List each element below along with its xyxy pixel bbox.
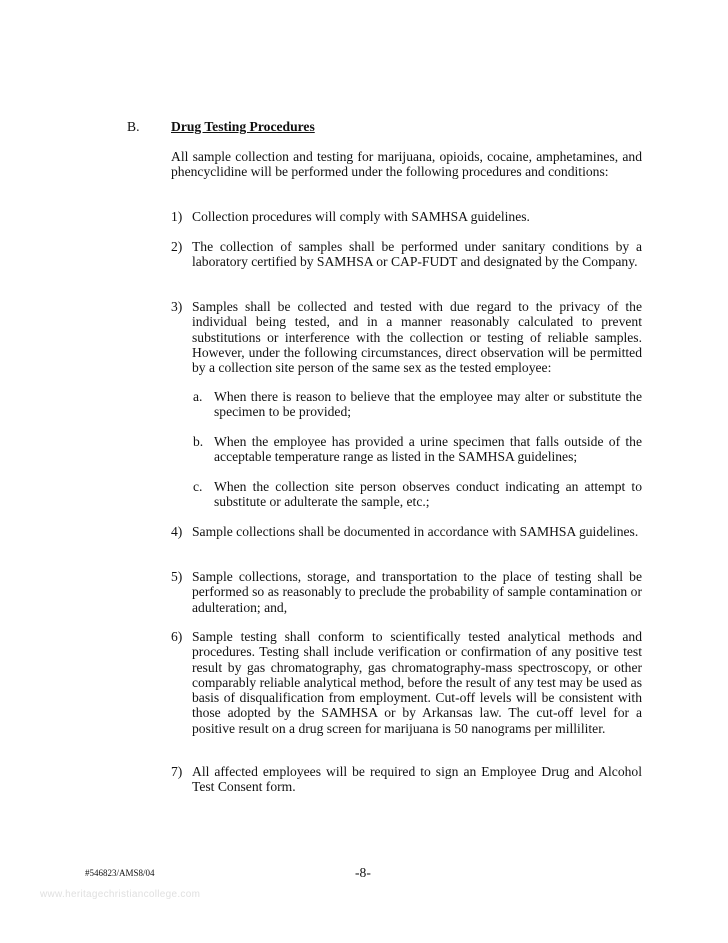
section-heading <box>0 119 728 137</box>
watermark: www.heritagechristiancollege.com <box>40 889 201 900</box>
list-item-text: The collection of samples shall be performed under sanitary conditions by a laboratory certified by SAMHSA or CAP-FUDT and designated by the Company. <box>192 239 642 270</box>
list-item-text: Samples shall be collected and tested with due regard to the privacy of the individual being tested, and in a manner reasonably calculated to prevent substitutions or interference with the collection or testing of reliable samples. However, under the following circumstances, direct observation will be permitted by a collection site person of the same sex as the tested employee: <box>192 299 642 376</box>
list-item-number: 7) <box>171 764 183 779</box>
sub-item-letter: a. <box>193 389 203 404</box>
list-item-text: All affected employees will be required to sign an Employee Drug and Alcohol Test Consent form. <box>192 764 642 795</box>
sub-item-text: When the employee has provided a urine specimen that falls outside of the acceptable temperature range as listed in the SAMHSA guidelines; <box>214 434 642 465</box>
list-item-number: 5) <box>171 569 183 584</box>
document-code: #546823/AMS8/04 <box>85 868 155 878</box>
list-item-text: Collection procedures will comply with SAMHSA guidelines. <box>192 209 530 224</box>
sub-item-letter: b. <box>193 434 204 449</box>
list-item-number: 3) <box>171 299 183 314</box>
list-item-number: 1) <box>171 209 183 224</box>
section-title: Drug Testing Procedures <box>171 119 315 134</box>
list-item-number: 6) <box>171 629 183 644</box>
page-number: -8- <box>355 865 371 880</box>
list-item-text: Sample testing shall conform to scientifically tested analytical methods and procedures. Testing shall include verification or confirmation of any positive test result by gas chromatography, gas chromatography-mass spectroscopy, or other comparably reliable analytical method, before the result of any test may be used as basis of disqualification from employment. Cut-off levels will be consistent with those adopted by the SAMHSA or by Arkansas law. The cut-off level for a positive result on a drug screen for marijuana is 50 nanograms per milliliter. <box>192 629 642 736</box>
list-item-number: 2) <box>171 239 183 254</box>
sub-item-text: When there is reason to believe that the employee may alter or substitute the specimen to be provided; <box>214 389 642 420</box>
section-intro: All sample collection and testing for marijuana, opioids, cocaine, amphetamines, and phencyclidine will be performed under the following procedures and conditions: <box>171 149 642 180</box>
list-item-text: Sample collections shall be documented in accordance with SAMHSA guidelines. <box>192 524 639 539</box>
sub-item-text: When the collection site person observes conduct indicating an attempt to substitute or adulterate the sample, etc.; <box>214 479 642 510</box>
list-item-text: Sample collections, storage, and transportation to the place of testing shall be performed so as reasonably to preclude the probability of sample contamination or adulteration; and, <box>192 569 642 615</box>
section-letter: B. <box>127 119 140 134</box>
list-item-number: 4) <box>171 524 183 539</box>
sub-item-letter: c. <box>193 479 203 494</box>
